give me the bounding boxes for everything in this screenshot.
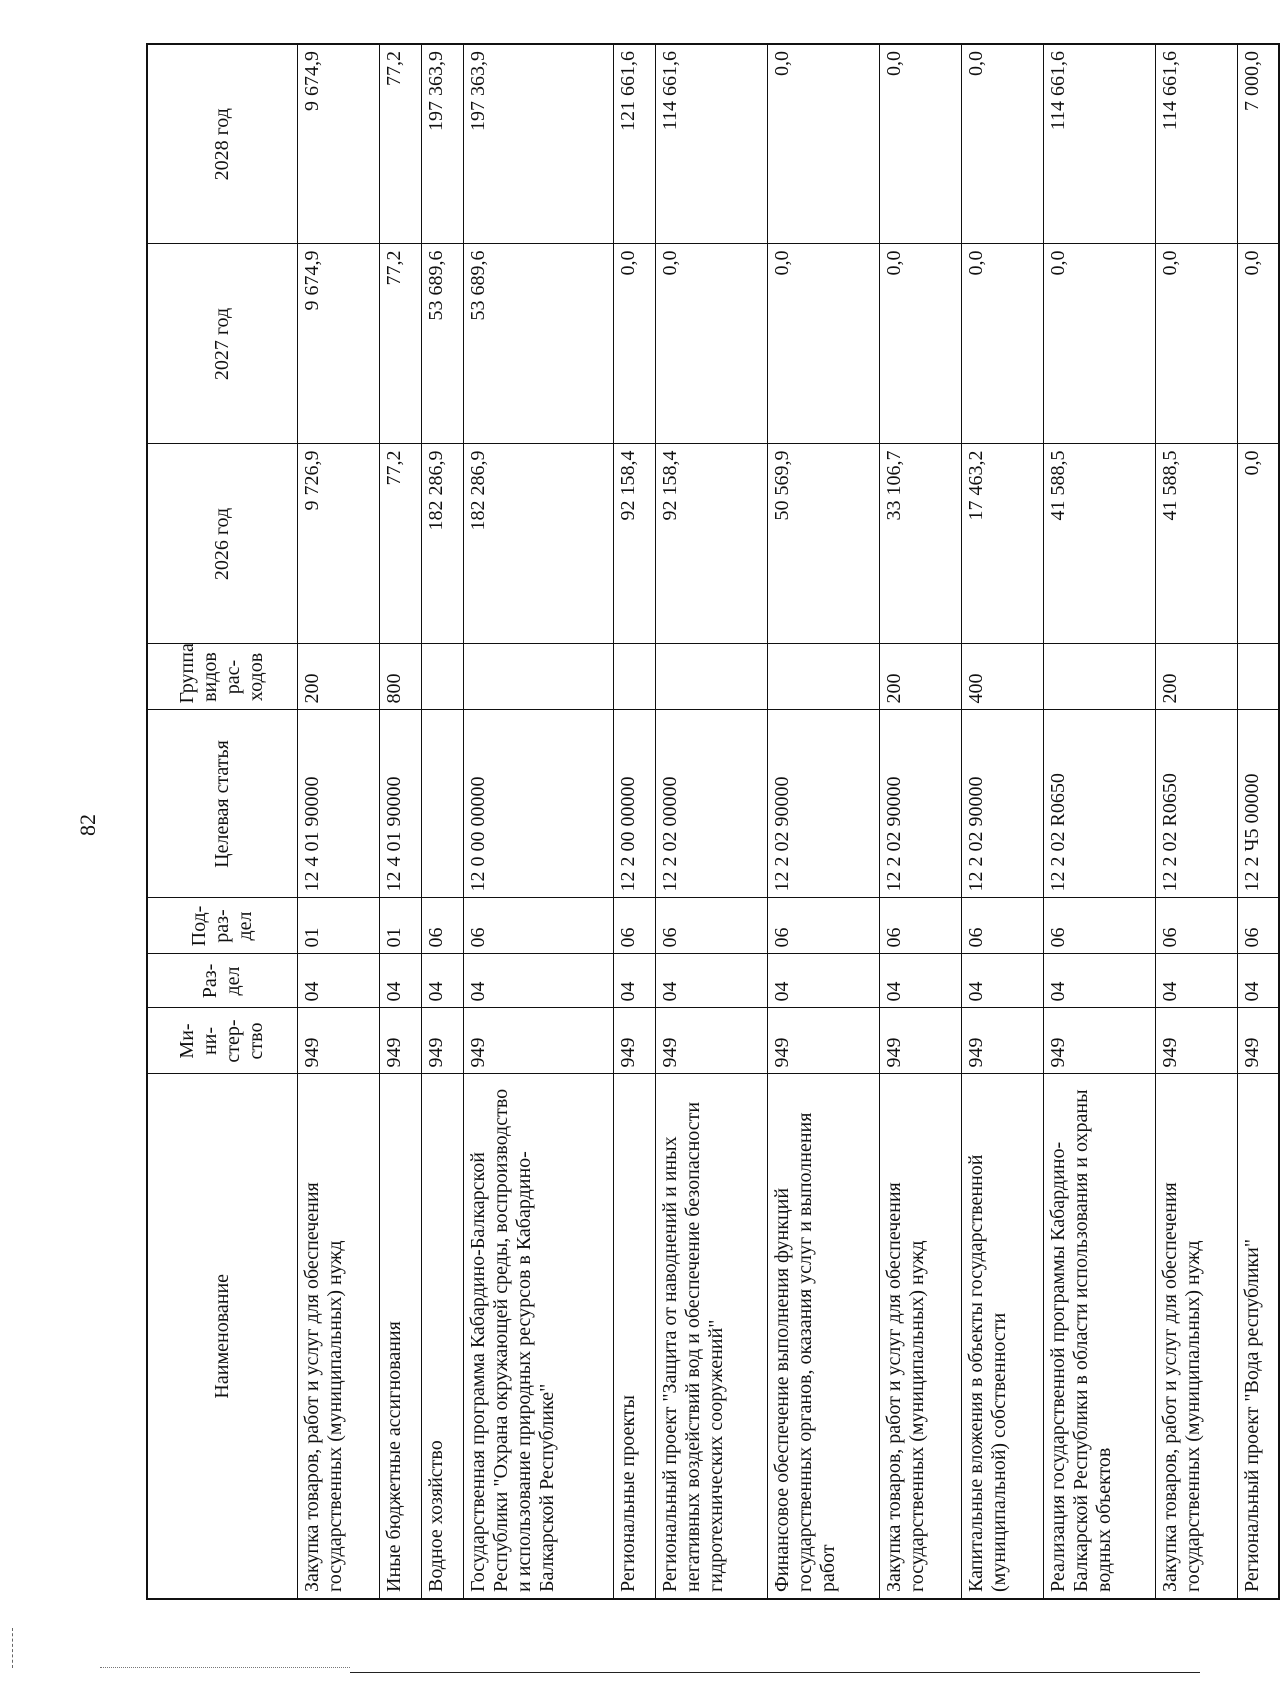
cell-section: 04 [1155,954,1237,1008]
cell-2026: 9 726,9 [297,444,379,644]
cell-ministry: 949 [767,1008,879,1074]
cell-subsection: 06 [1043,898,1155,954]
page-number: 82 [75,814,100,836]
table-row [1237,44,1279,1599]
cell-target: 12 2 00 00000 [613,710,655,898]
cell-subsection: 01 [297,898,379,954]
header-2028: 2028 год [147,44,297,244]
header-name: Наименование [147,1074,297,1599]
cell-2026: 182 286,9 [463,444,613,644]
cell-expense-group [463,644,613,710]
table-row [655,44,767,1599]
footer-rule [350,1672,1200,1673]
cell-2026: 41 588,5 [1043,444,1155,644]
cell-subsection: 06 [613,898,655,954]
table-row [767,44,879,1599]
cell-2026: 92 158,4 [613,444,655,644]
cell-expense-group: 200 [297,644,379,710]
cell-ministry: 949 [879,1008,961,1074]
cell-2027: 0,0 [1155,244,1237,444]
cell-2028: 7 000,0 [1237,44,1279,244]
cell-2028: 0,0 [879,44,961,244]
cell-section: 04 [379,954,421,1008]
cell-subsection: 06 [767,898,879,954]
cell-2028: 9 674,9 [297,44,379,244]
cell-subsection: 06 [1155,898,1237,954]
table-row [613,44,655,1599]
cell-2028: 114 661,6 [1043,44,1155,244]
cell-section: 04 [1237,954,1279,1008]
cell-2026: 33 106,7 [879,444,961,644]
budget-table [146,43,1280,1600]
table-row [879,44,961,1599]
cell-target: 12 4 01 90000 [379,710,421,898]
cell-ministry: 949 [379,1008,421,1074]
cell-expense-group [613,644,655,710]
table-row [961,44,1043,1599]
cell-target: 12 2 02 90000 [879,710,961,898]
cell-section: 04 [613,954,655,1008]
cell-expense-group: 400 [961,644,1043,710]
cell-name: Закупка товаров, работ и услуг для обеспечения государственных (муниципальных) нужд [879,1074,961,1599]
cell-2027: 0,0 [1043,244,1155,444]
cell-expense-group [767,644,879,710]
cell-section: 04 [1043,954,1155,1008]
cell-section: 04 [463,954,613,1008]
cell-2027: 0,0 [961,244,1043,444]
cell-expense-group [1237,644,1279,710]
cell-2027: 9 674,9 [297,244,379,444]
cell-2027: 77,2 [379,244,421,444]
cell-2028: 197 363,9 [463,44,613,244]
table-row [1155,44,1237,1599]
cell-2028: 197 363,9 [421,44,463,244]
cell-2026: 182 286,9 [421,444,463,644]
cell-2027: 0,0 [767,244,879,444]
table-row [463,44,613,1599]
cell-name: Иные бюджетные ассигнования [379,1074,421,1599]
cell-name: Капитальные вложения в объекты государственной (муниципальной) собственности [961,1074,1043,1599]
cell-name: Водное хозяйство [421,1074,463,1599]
cell-2026: 41 588,5 [1155,444,1237,644]
cell-target: 12 0 00 00000 [463,710,613,898]
table-header-row [147,44,297,1599]
margin-scan-mark [12,1628,13,1668]
cell-expense-group [1043,644,1155,710]
cell-ministry: 949 [1155,1008,1237,1074]
cell-section: 04 [767,954,879,1008]
cell-ministry: 949 [421,1008,463,1074]
header-2026: 2026 год [147,444,297,644]
cell-subsection: 06 [463,898,613,954]
cell-name: Закупка товаров, работ и услуг для обеспечения государственных (муниципальных) нужд [1155,1074,1237,1599]
cell-target: 12 2 02 90000 [961,710,1043,898]
cell-ministry: 949 [1043,1008,1155,1074]
cell-2028: 0,0 [961,44,1043,244]
header-expense-group: Группа видов рас-ходов [147,644,297,710]
cell-subsection: 01 [379,898,421,954]
cell-subsection: 06 [961,898,1043,954]
cell-target: 12 2 Ч5 00000 [1237,710,1279,898]
cell-2028: 0,0 [767,44,879,244]
cell-target [421,710,463,898]
cell-2028: 114 661,6 [1155,44,1237,244]
cell-target: 12 2 02 R0650 [1155,710,1237,898]
header-2027: 2027 год [147,244,297,444]
header-target: Целевая статья [147,710,297,898]
cell-subsection: 06 [1237,898,1279,954]
cell-2027: 0,0 [1237,244,1279,444]
cell-name: Региональные проекты [613,1074,655,1599]
table-row [297,44,379,1599]
cell-name: Государственная программа Кабардино-Балкарской Республики "Охрана окружающей среды, воспроизводство и использование природных ресурсов в Кабардино-Балкарской Республике" [463,1074,613,1599]
cell-section: 04 [961,954,1043,1008]
cell-target: 12 2 02 90000 [767,710,879,898]
cell-2026: 50 569,9 [767,444,879,644]
cell-ministry: 949 [655,1008,767,1074]
cell-2028: 114 661,6 [655,44,767,244]
cell-expense-group [421,644,463,710]
cell-name: Региональный проект "Защита от наводнений и иных негативных воздействий вод и обеспечение безопасности гидротехнических сооружений" [655,1074,767,1599]
cell-expense-group: 800 [379,644,421,710]
cell-ministry: 949 [463,1008,613,1074]
cell-expense-group: 200 [879,644,961,710]
cell-name: Финансовое обеспечение выполнения функций государственных органов, оказания услуг и выполнения работ [767,1074,879,1599]
cell-2027: 0,0 [613,244,655,444]
cell-subsection: 06 [421,898,463,954]
cell-section: 04 [655,954,767,1008]
cell-subsection: 06 [879,898,961,954]
cell-2028: 121 661,6 [613,44,655,244]
rotated-page-content [146,45,1263,1600]
table-row [379,44,421,1599]
header-section: Раз-дел [147,954,297,1008]
cell-name: Региональный проект "Вода республики" [1237,1074,1279,1599]
header-ministry: Ми-ни-стер-ство [147,1008,297,1074]
cell-subsection: 06 [655,898,767,954]
cell-section: 04 [297,954,379,1008]
cell-expense-group [655,644,767,710]
cell-2026: 0,0 [1237,444,1279,644]
cell-name: Закупка товаров, работ и услуг для обеспечения государственных (муниципальных) нужд [297,1074,379,1599]
cell-2027: 0,0 [655,244,767,444]
cell-ministry: 949 [613,1008,655,1074]
cell-target: 12 4 01 90000 [297,710,379,898]
cell-2027: 53 689,6 [463,244,613,444]
cell-2026: 77,2 [379,444,421,644]
cell-2026: 92 158,4 [655,444,767,644]
cell-2027: 53 689,6 [421,244,463,444]
table-row [421,44,463,1599]
table-row [1043,44,1155,1599]
header-subsection: Под-раз-дел [147,898,297,954]
scan-specks [100,1667,350,1668]
cell-ministry: 949 [961,1008,1043,1074]
cell-section: 04 [421,954,463,1008]
cell-expense-group: 200 [1155,644,1237,710]
cell-2027: 0,0 [879,244,961,444]
cell-2026: 17 463,2 [961,444,1043,644]
cell-target: 12 2 02 R0650 [1043,710,1155,898]
cell-2028: 77,2 [379,44,421,244]
cell-section: 04 [879,954,961,1008]
cell-ministry: 949 [1237,1008,1279,1074]
cell-ministry: 949 [297,1008,379,1074]
cell-name: Реализация государственной программы Кабардино-Балкарской Республики в области использования и охраны водных объектов [1043,1074,1155,1599]
cell-target: 12 2 02 00000 [655,710,767,898]
